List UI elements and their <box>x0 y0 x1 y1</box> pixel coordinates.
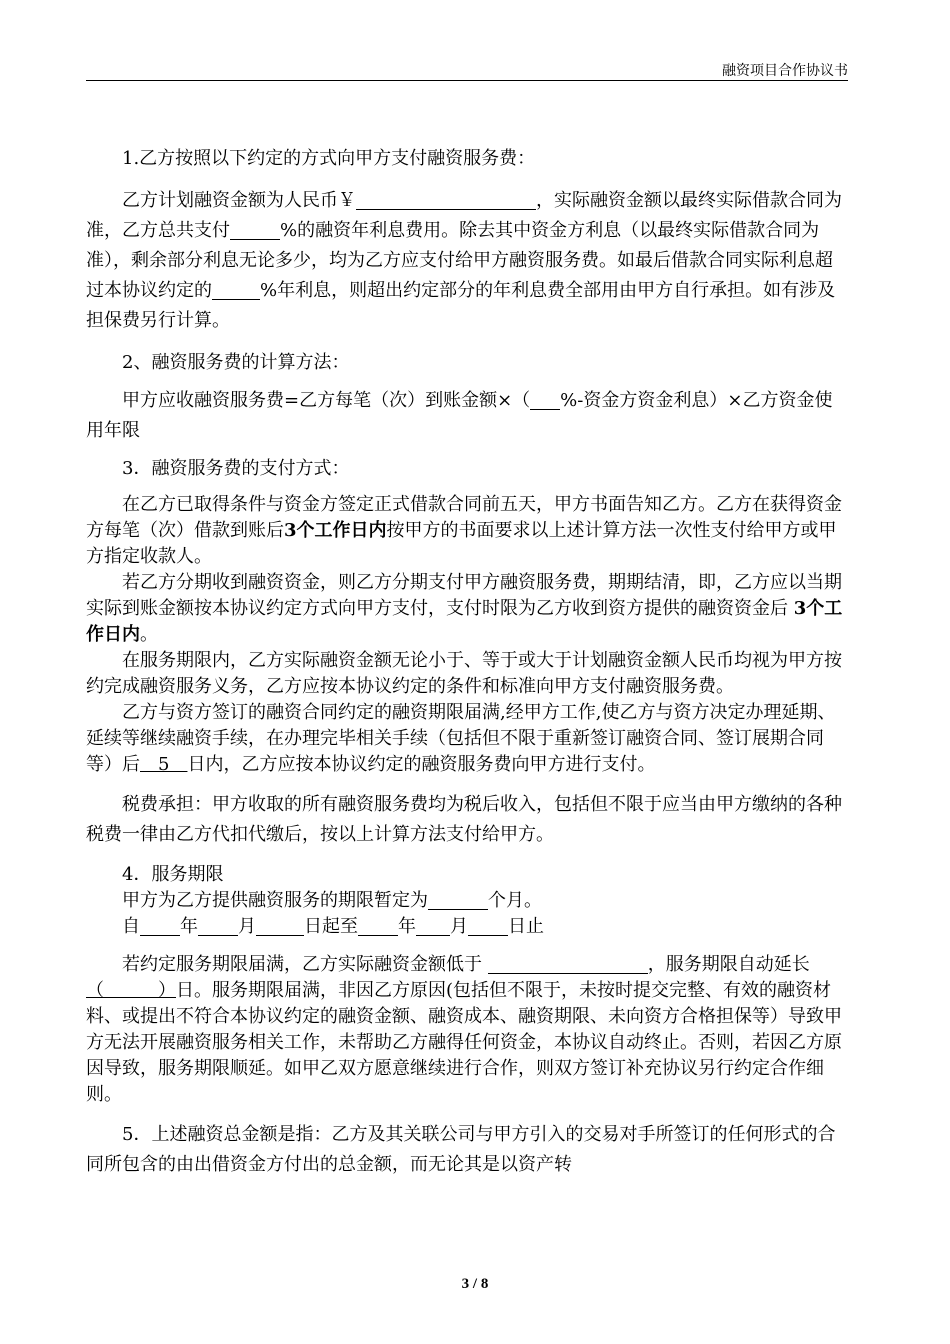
section-3-body <box>86 492 850 778</box>
section-5-paragraph: 5．上述融资总金额是指：乙方及其关联公司与甲方引入的交易对手所签订的任何形式的合同所包含的由出借资金方付出的总金额，而无论其是以资产转 <box>86 1124 836 1175</box>
section-1-heading: 1.乙方按照以下约定的方式向甲方支付融资服务费： <box>122 148 536 169</box>
interest-cap-blank[interactable] <box>212 279 260 300</box>
document-header-title: 融资项目合作协议书 <box>722 63 848 79</box>
planned-amount-blank[interactable] <box>356 189 536 210</box>
bold-deadline: 3个工作日内 <box>284 520 387 541</box>
interest-rate-blank[interactable] <box>230 219 280 240</box>
end-day-blank[interactable] <box>468 915 508 936</box>
extension-days-blank[interactable]: （ ） <box>86 980 176 1001</box>
start-month-blank[interactable] <box>198 915 238 936</box>
section-3-heading: 3．融资服务费的支付方式： <box>122 458 350 479</box>
end-year-blank[interactable] <box>358 915 398 936</box>
days-value: 5 <box>140 754 188 775</box>
section-4 <box>86 862 850 1108</box>
start-year-blank[interactable] <box>140 915 180 936</box>
minimum-amount-blank[interactable] <box>488 953 648 974</box>
bold-deadline: 3个工作日内 <box>86 598 843 645</box>
section-1-paragraph: 乙方计划融资金额为人民币￥ ，实际融资金额以最终实际借款合同为准，乙方总共支付 %的融资年利息费用。除去其中资金方利息（以最终实际借款合同为准），剩余部分利息无论多少，均为乙方应支付给甲方融资服务费。如最后借款合同实际利息超过本协议约定的 %年利息，则超出约定部分的年利息费全部用由甲方自行承担。如有涉及担保费另行计算。 <box>86 190 842 331</box>
section-4-heading: 4．服务期限 <box>122 864 224 885</box>
section-3-paragraph-4: 乙方与资方签订的融资合同约定的融资期限届满,经甲方工作,使乙方与资方决定办理延期、延续等继续融资手续，在办理完毕相关手续（包括但不限于重新签订融资合同、签订展期合同等）后 5 日内，乙方应按本协议约定的融资服务费向甲方进行支付。 <box>86 702 836 775</box>
page-number: 3 / 8 <box>461 1276 489 1292</box>
service-period-line: 甲方为乙方提供融资服务的期限暂定为 个月。 <box>122 890 542 911</box>
document-body <box>86 144 850 1180</box>
start-day-blank[interactable] <box>256 915 304 936</box>
header-divider <box>86 80 848 81</box>
date-range-line: 自 年 月 日起至 年 月 日止 <box>122 916 544 937</box>
tax-paragraph: 税费承担：甲方收取的所有融资服务费均为税后收入，包括但不限于应当由甲方缴纳的各种税费一律由乙方代扣代缴后，按以上计算方法支付给甲方。 <box>86 794 842 845</box>
section-3-paragraph-3: 在服务期限内，乙方实际融资金额无论小于、等于或大于计划融资金额人民币均视为甲方按约完成融资服务义务，乙方应按本协议约定的条件和标准向甲方支付融资服务费。 <box>86 650 842 697</box>
formula-rate-blank[interactable] <box>530 389 560 410</box>
section-3-paragraph-2: 若乙方分期收到融资资金，则乙方分期支付甲方融资服务费，期期结清，即，乙方应以当期实际到账金额按本协议约定方式向甲方支付，支付时限为乙方收到资方提供的融资资金后 3个工作日内。 <box>86 572 843 645</box>
end-month-blank[interactable] <box>416 915 450 936</box>
months-blank[interactable] <box>428 889 488 910</box>
section-4-paragraph: 若约定服务期限届满，乙方实际融资金额低于 ，服务期限自动延长（ ）日。服务期限届满，非因乙方原因(包括但不限于，未按时提交完整、有效的融资材料、或提出不符合本协议约定的融资金额、融资成本、融资期限、未向资方合格担保等）导致甲方无法开展融资服务相关工作，未帮助乙方融得任何资金，本协议自动终止。否则，若因乙方原因导致，服务期限顺延。如甲乙双方愿意继续进行合作，则双方签订补充协议另行约定合作细则。 <box>86 954 842 1105</box>
section-2-heading: 2、融资服务费的计算方法： <box>122 352 350 373</box>
section-2-formula: 甲方应收融资服务费=乙方每笔（次）到账金额×（ %-资金方资金利息）×乙方资金使用年限 <box>86 390 833 441</box>
section-3-paragraph-1: 在乙方已取得条件与资金方签定正式借款合同前五天，甲方书面告知乙方。乙方在获得资金方每笔（次）借款到账后3个工作日内按甲方的书面要求以上述计算方法一次性支付给甲方或甲方指定收款人。 <box>86 494 842 567</box>
